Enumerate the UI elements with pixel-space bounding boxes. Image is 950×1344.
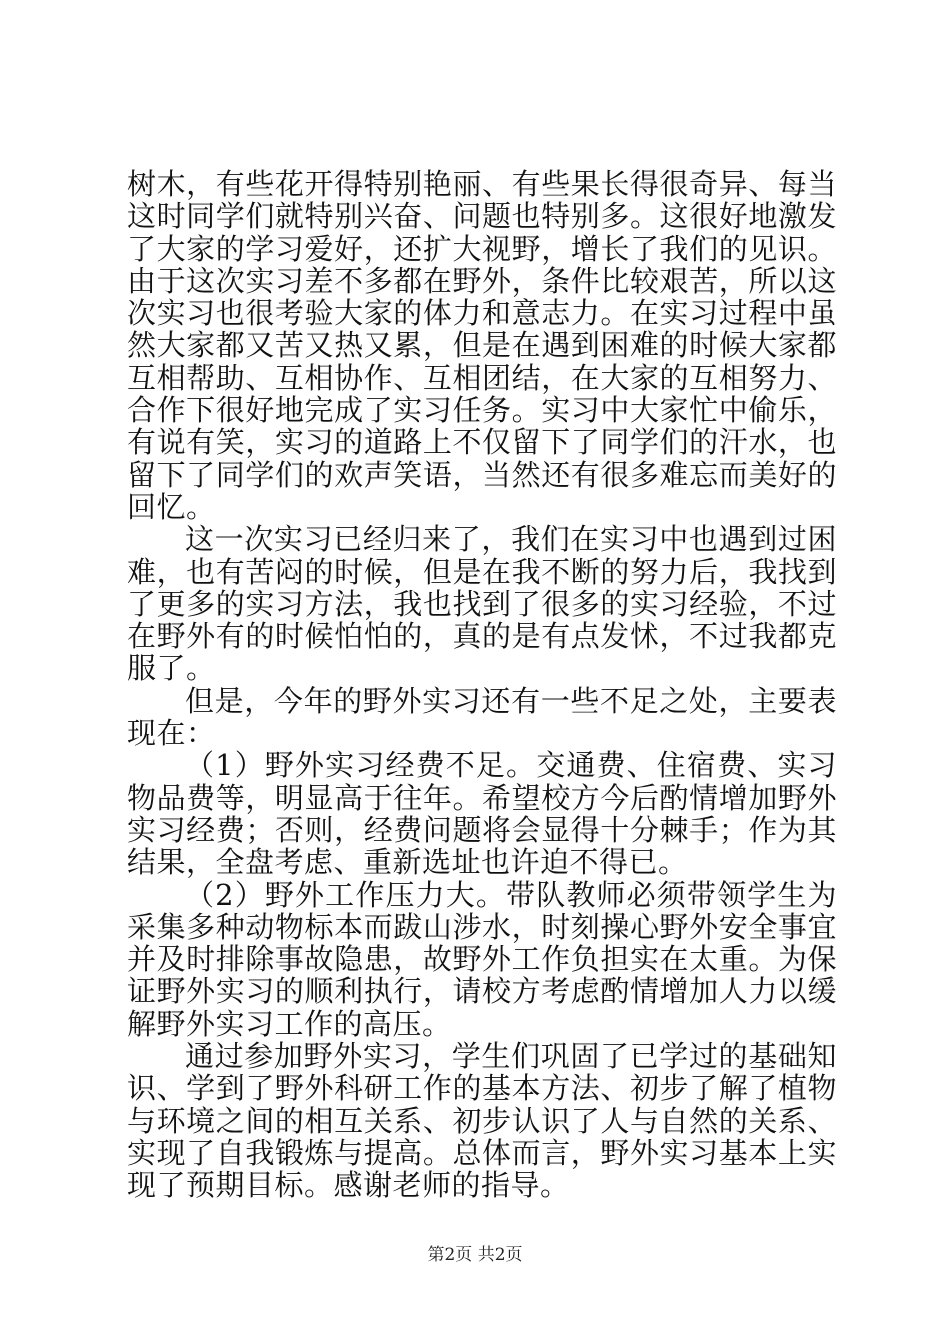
paragraph-1: 树木，有些花开得特别艳丽、有些果长得很奇异、每当这时同学们就特别兴奋、问题也特别多。这很好地激发了大家的学习爱好，还扩大视野，增长了我们的见识。由于这次实习差不多都在野外，条件比较艰苦，所以这次实习也很考验大家的体力和意志力。在实习过程中虽然大家都又苦又热又累，但是在遇到困难的时候大家都互相帮助、互相协作、互相团结，在大家的互相努力、合作下很好地完成了实习任务。实习中大家忙中偷乐，有说有笑，实习的道路上不仅留下了同学们的汗水，也留下了同学们的欢声笑语，当然还有很多难忘而美好的回忆。 (127, 167, 837, 524)
document-body (127, 168, 837, 1202)
paragraph-6: 通过参加野外实习，学生们巩固了已学过的基础知识、学到了野外科研工作的基本方法、初步了解了植物与环境之间的相互关系、初步认识了人与自然的关系、实现了自我锻炼与提高。总体而言，野外实习基本上实现了预期目标。感谢老师的指导。 (127, 1039, 837, 1203)
paragraph-5: （2）野外工作压力大。带队教师必须带领学生为采集多种动物标本而跋山涉水，时刻操心野外安全事宜并及时排除事故隐患，故野外工作负担实在太重。为保证野外实习的顺利执行，请校方考虑酌情增加人力以缓解野外实习工作的高压。 (127, 877, 837, 1041)
page-footer: 第2页 共2页 (427, 1245, 523, 1265)
paragraph-3: 但是，今年的野外实习还有一些不足之处，主要表现在： (127, 683, 837, 751)
paragraph-2: 这一次实习已经归来了，我们在实习中也遇到过困难，也有苦闷的时候，但是在我不断的努力后，我找到了更多的实习方法，我也找到了很多的实习经验，不过在野外有的时候怕怕的，真的是有点发怵，不过我都克服了。 (127, 522, 837, 686)
paragraph-4: （1）野外实习经费不足。交通费、住宿费、实习物品费等，明显高于往年。希望校方今后酌情增加野外实习经费；否则，经费问题将会显得十分棘手；作为其结果，全盘考虑、重新选址也许迫不得已。 (127, 748, 837, 880)
